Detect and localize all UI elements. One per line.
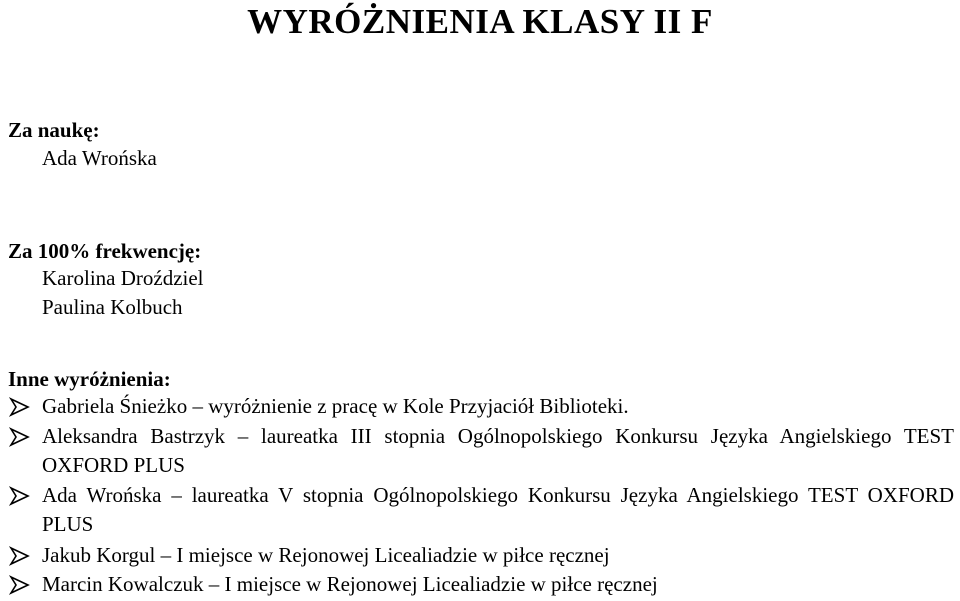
arrowhead-bullet-icon [9,426,31,448]
arrowhead-bullet-icon [9,545,31,567]
list-item-text: Marcin Kowalczuk – I miejsce w Rejonowej Licealiadzie w piłce ręcznej [42,572,658,596]
list-item-text: Ada Wrońska – laureatka V stopnia Ogólnopolskiego Konkursu Języka Angielskiego TEST OXFORD PLUS [42,483,954,536]
arrowhead-bullet-icon [9,574,31,596]
page-title: WYRÓŻNIENIA KLASY II F [247,2,713,41]
arrowhead-bullet-icon [9,485,31,507]
awardee-name: Karolina Droździel [42,266,204,290]
arrowhead-bullet-icon [9,396,31,418]
awardee-name: Ada Wrońska [42,146,157,170]
section-heading-frekwencja: Za 100% frekwencję: [8,239,202,263]
list-item-text: Gabriela Śnieżko – wyróżnienie z pracę w Kole Przyjaciół Biblioteki. [42,394,629,418]
list-item-text: Aleksandra Bastrzyk – laureatka III stopnia Ogólnopolskiego Konkursu Języka Angielskiego TEST OXFORD PLUS [42,424,954,477]
section-heading-za-nauke: Za naukę: [8,118,100,142]
awardee-name: Paulina Kolbuch [42,295,183,319]
list-item-text: Jakub Korgul – I miejsce w Rejonowej Licealiadzie w piłce ręcznej [42,543,610,567]
section-heading-inne-wyroznienia: Inne wyróżnienia: [8,367,171,391]
